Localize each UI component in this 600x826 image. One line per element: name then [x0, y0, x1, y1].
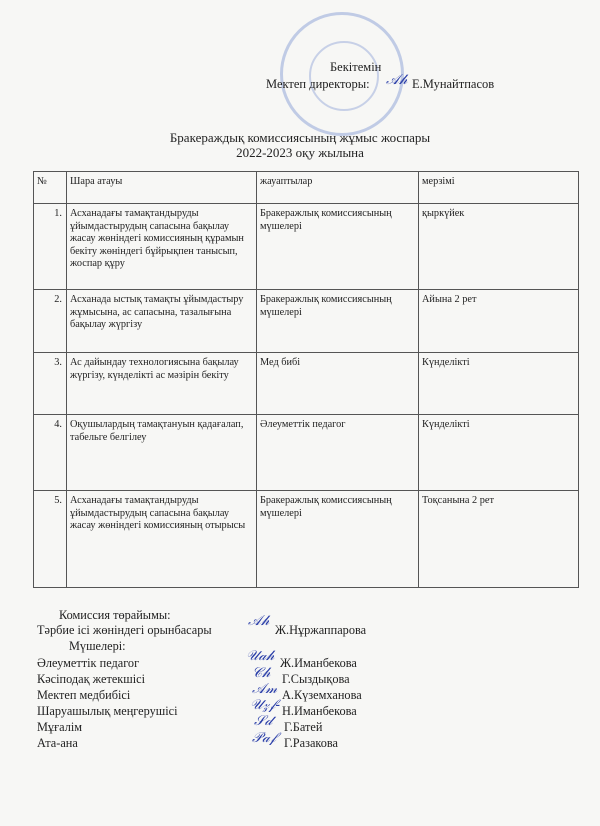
- header-responsible: жауаптылар: [257, 172, 419, 204]
- row-responsible: Бракеражлық комиссиясының мүшелері: [257, 290, 419, 353]
- chair-signature: 𝒜𝒽: [248, 613, 270, 629]
- member-role: Шаруашылық меңгерушісі: [37, 704, 178, 718]
- row-deadline: Күнделікті: [419, 415, 579, 491]
- member-signature: 𝒰𝓏𝒻-: [250, 697, 281, 713]
- member-role: Әлеуметтік педагог: [37, 656, 140, 670]
- chair-heading: Комиссия төрайымы:: [59, 608, 171, 622]
- member-role: Мұғалім: [37, 720, 83, 734]
- row-num: 2.: [34, 290, 67, 353]
- row-num: 1.: [34, 204, 67, 290]
- row-event: Асханадағы тамақтандыруды ұйымдастырудың сапасына бақылау жасау жөніндегі комиссияның отырысы: [67, 491, 257, 588]
- member-name: Г.Батей: [284, 720, 323, 734]
- row-deadline: Тоқсанына 2 рет: [419, 491, 579, 588]
- member-signature: 𝒞𝒽: [252, 665, 271, 681]
- row-event: Асханада ыстық тамақты ұйымдастыру жұмысына, ас сапасына, тазалығына бақылау жүргізу: [67, 290, 257, 353]
- chair-role: Тәрбие ісі жөніндегі орынбасары: [37, 623, 212, 637]
- header-deadline: мерзімі: [419, 172, 579, 204]
- row-num: 3.: [34, 353, 67, 415]
- row-num: 5.: [34, 491, 67, 588]
- row-responsible: Бракеражлық комиссиясының мүшелері: [257, 204, 419, 290]
- header-event: Шара атауы: [67, 172, 257, 204]
- member-signature: 𝒜𝓂: [252, 681, 278, 697]
- row-num: 4.: [34, 415, 67, 491]
- document-title: Бракераждық комиссиясының жұмыс жоспары: [169, 130, 431, 145]
- row-deadline: қыркүйек: [419, 204, 579, 290]
- table-row: [34, 290, 579, 353]
- row-deadline: Күнделікті: [419, 353, 579, 415]
- table-row: [34, 415, 579, 491]
- header-num: №: [34, 172, 67, 204]
- row-responsible: Мед бибі: [257, 353, 419, 415]
- member-role: Кәсіподақ жетекшісі: [37, 672, 146, 686]
- approval-position: Мектеп директоры:: [266, 77, 370, 91]
- table-row: [34, 204, 579, 290]
- member-role: Мектеп медбибісі: [37, 688, 131, 702]
- member-name: Г.Сыздықова: [282, 672, 350, 686]
- member-signature: 𝒫𝒶𝒻: [252, 730, 277, 746]
- document-subtitle: 2022-2023 оқу жылына: [236, 145, 364, 160]
- row-responsible: Бракеражлық комиссиясының мүшелері: [257, 491, 419, 588]
- member-signature: 𝒰𝒶𝒽: [246, 648, 275, 664]
- table-row: [34, 353, 579, 415]
- director-signature: 𝒜𝒽: [386, 72, 408, 88]
- row-event: Асханадағы тамақтандыруды ұйымдастырудың сапасына бақылау жасау жөніндегі комиссияның құрамын бекіту жөніндегі бұйрықпен танысып, жоспар құру: [67, 204, 257, 290]
- row-event: Оқушылардың тамақтануын қадағалап, табельге белгілеу: [67, 415, 257, 491]
- member-name: А.Күземханова: [282, 688, 362, 702]
- member-name: Г.Разакова: [284, 736, 339, 750]
- member-name: Н.Иманбекова: [282, 704, 357, 718]
- table-row: [34, 491, 579, 588]
- approval-name: Е.Мунайтпасов: [412, 77, 495, 91]
- approval-label: Бекітемін: [330, 60, 382, 74]
- member-signature: 𝒮𝒹: [254, 713, 272, 729]
- table-header: [34, 172, 579, 204]
- plan-table: [33, 171, 579, 588]
- row-responsible: Әлеуметтік педагог: [257, 415, 419, 491]
- row-deadline: Айына 2 рет: [419, 290, 579, 353]
- member-role: Ата-ана: [37, 736, 78, 750]
- members-heading: Мүшелері:: [69, 639, 126, 653]
- chair-name: Ж.Нұржаппарова: [275, 623, 367, 637]
- member-name: Ж.Иманбекова: [280, 656, 357, 670]
- row-event: Ас дайындау технологиясына бақылау жүргізу, күнделікті ас мәзірін бекіту: [67, 353, 257, 415]
